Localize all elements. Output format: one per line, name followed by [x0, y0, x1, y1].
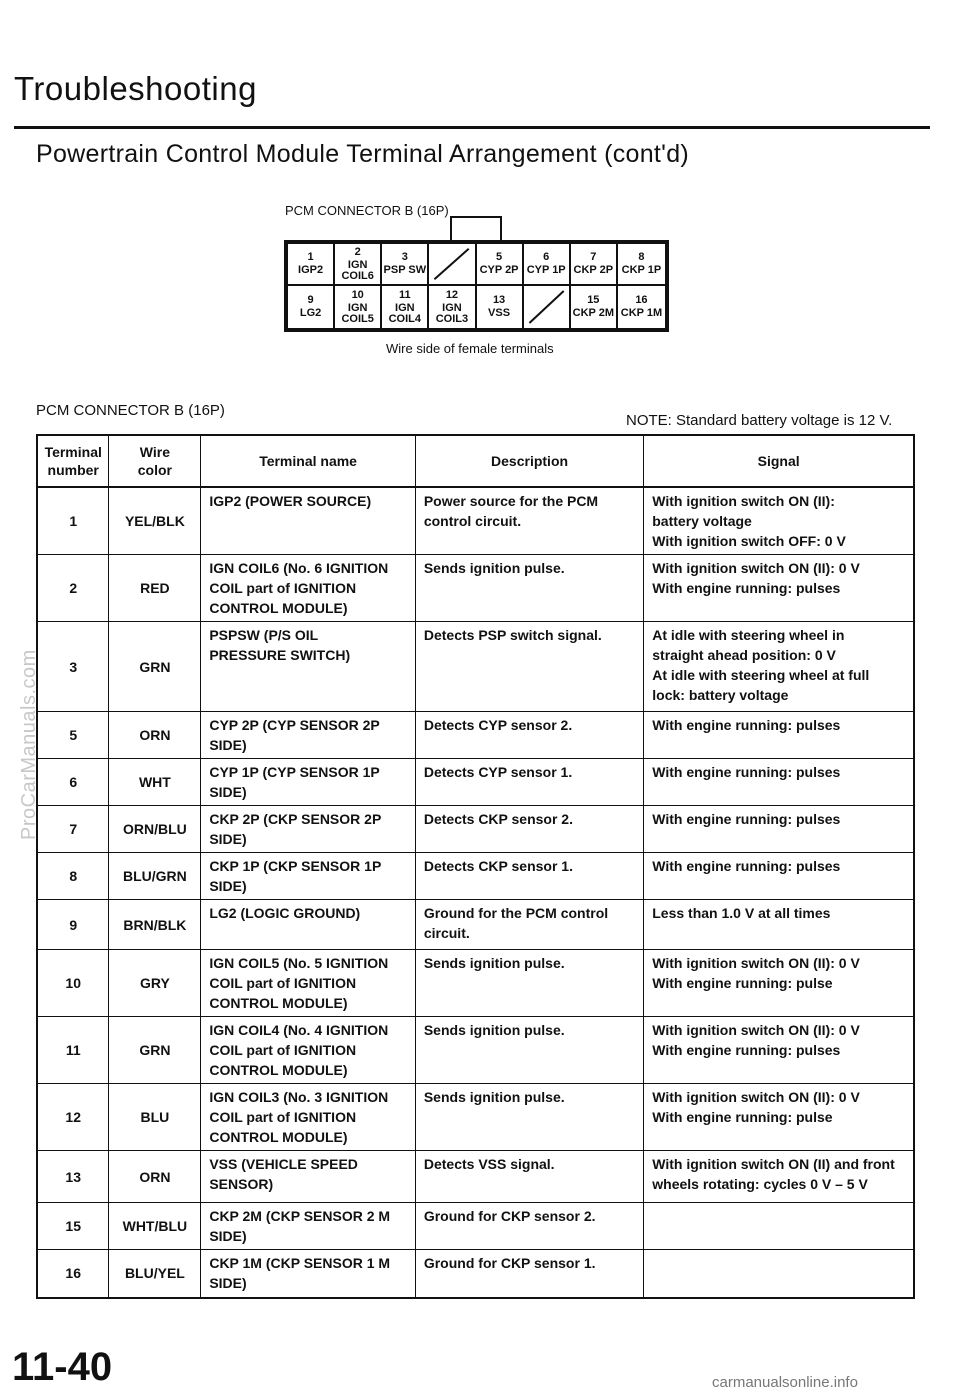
- wire-color: BLU/YEL: [124, 1265, 185, 1282]
- signal-cell: [644, 1203, 914, 1250]
- table-row: [37, 1017, 914, 1084]
- description-cell: [415, 622, 643, 712]
- wire-color-cell: [109, 1084, 201, 1151]
- signal-cell: [644, 712, 914, 759]
- pin-name: CKP 1M: [620, 307, 663, 319]
- description: Detects CKP sensor 1.: [423, 858, 573, 874]
- terminal-name-cell: [201, 712, 416, 759]
- pin-number: 11: [398, 288, 411, 301]
- description-cell: [415, 1017, 643, 1084]
- signal: With engine running: pulses: [652, 811, 841, 827]
- pin-name: CYP 1P: [526, 264, 566, 276]
- table-row: [37, 759, 914, 806]
- signal-cell: [644, 900, 914, 950]
- signal-cell: [644, 1084, 914, 1151]
- pin-name: IGN COIL6: [341, 258, 374, 282]
- terminal-number: 6: [69, 774, 78, 790]
- terminal-number-cell: [37, 900, 109, 950]
- pin-name: IGP2: [298, 264, 324, 276]
- table-row: [37, 806, 914, 853]
- connector-pin: [571, 286, 618, 328]
- terminal-name-cell: [201, 1084, 416, 1151]
- description: Sends ignition pulse.: [423, 1022, 565, 1038]
- page-number: 11-40: [12, 1345, 113, 1389]
- page-title: Troubleshooting: [14, 70, 257, 107]
- terminal-number-cell: [37, 853, 109, 900]
- description: Detects VSS signal.: [423, 1156, 555, 1172]
- connector-pin: [477, 286, 524, 328]
- wire-color: GRN: [139, 1042, 171, 1058]
- pin-name: IGN COIL5: [341, 301, 374, 325]
- description: Sends ignition pulse.: [423, 1089, 565, 1105]
- table-row: [37, 487, 914, 555]
- terminal-name-cell: [201, 950, 416, 1017]
- terminal-name-cell: [201, 622, 416, 712]
- connector-caption: Wire side of female terminals: [386, 341, 554, 356]
- signal: At idle with steering wheel in straight ahead position: 0 V At idle with steering wheel at full lock: battery voltage: [652, 627, 870, 703]
- pin-name: IGN COIL4: [388, 301, 422, 325]
- signal-cell: [644, 622, 914, 712]
- terminal-name-cell: [201, 900, 416, 950]
- description: Detects CYP sensor 1.: [423, 764, 573, 780]
- wire-color-cell: [109, 950, 201, 1017]
- signal-cell: [644, 853, 914, 900]
- connector-pin: [288, 286, 335, 328]
- description: Ground for CKP sensor 1.: [423, 1255, 596, 1271]
- terminal-number-cell: [37, 1203, 109, 1250]
- signal-cell: [644, 555, 914, 622]
- wire-color-cell: [109, 1203, 201, 1250]
- section-title: Powertrain Control Module Terminal Arrangement (cont'd): [36, 140, 690, 168]
- table-row: [37, 1084, 914, 1151]
- table-header-row: [37, 435, 914, 487]
- table-label: PCM CONNECTOR B (16P): [36, 402, 225, 419]
- description: Detects CKP sensor 2.: [423, 811, 573, 827]
- wire-color-cell: [109, 759, 201, 806]
- signal-cell: [644, 1151, 914, 1203]
- signal-cell: [644, 950, 914, 1017]
- table-row: [37, 622, 914, 712]
- pin-name: CYP 2P: [479, 264, 519, 276]
- signal-cell: [644, 1017, 914, 1084]
- terminal-name: IGN COIL3 (No. 3 IGNITION COIL part of IGNITION CONTROL MODULE): [209, 1089, 389, 1145]
- wire-color: GRN: [139, 658, 171, 675]
- description: Sends ignition pulse.: [423, 955, 565, 971]
- signal-cell: [644, 487, 914, 555]
- connector-pin: [382, 244, 429, 286]
- terminal-number-cell: [37, 1250, 109, 1298]
- wire-color: ORN: [139, 1168, 171, 1185]
- wire-color-cell: [109, 853, 201, 900]
- pin-number: 9: [307, 294, 314, 306]
- unused-pin-slash: [524, 286, 569, 328]
- connector-diagram: [284, 240, 669, 332]
- header-wire-color: Wire color: [109, 435, 201, 487]
- connector-pin: [288, 244, 335, 286]
- terminal-number-cell: [37, 1151, 109, 1203]
- description: Power source for the PCM control circuit.: [423, 493, 599, 529]
- terminal-name: CYP 1P (CYP SENSOR 1P SIDE): [209, 764, 380, 800]
- signal: With ignition switch ON (II): battery voltage With ignition switch OFF: 0 V: [652, 493, 846, 549]
- wire-color-cell: [109, 900, 201, 950]
- wire-color-cell: [109, 1250, 201, 1298]
- signal: With engine running: pulses: [652, 764, 841, 780]
- signal-cell: [644, 759, 914, 806]
- table-row: [37, 900, 914, 950]
- terminal-name: IGN COIL5 (No. 5 IGNITION COIL part of IGNITION CONTROL MODULE): [209, 955, 389, 1011]
- terminal-number-cell: [37, 1084, 109, 1151]
- connector-pin: [618, 244, 665, 286]
- description-cell: [415, 806, 643, 853]
- description-cell: [415, 1084, 643, 1151]
- footer-url: carmanualsonline.info: [712, 1374, 858, 1391]
- wire-color: WHT/BLU: [122, 1218, 188, 1234]
- wire-color: BLU/GRN: [122, 868, 187, 884]
- wire-color: WHT: [138, 774, 171, 790]
- pin-name: IGN COIL3: [435, 301, 469, 325]
- pin-number: 1: [307, 251, 314, 263]
- terminal-name-cell: [201, 1017, 416, 1084]
- table-row: [37, 853, 914, 900]
- description-cell: [415, 555, 643, 622]
- description: Ground for CKP sensor 2.: [423, 1208, 596, 1224]
- terminal-number: 7: [69, 821, 78, 837]
- terminal-name-cell: [201, 853, 416, 900]
- wire-color: ORN: [139, 727, 171, 743]
- signal: With ignition switch ON (II): 0 V With engine running: pulse: [652, 1089, 860, 1125]
- pin-number: 6: [543, 251, 550, 263]
- terminal-table: [36, 434, 915, 1299]
- description-cell: [415, 900, 643, 950]
- terminal-name-cell: [201, 1203, 416, 1250]
- terminal-number: 13: [65, 1168, 81, 1185]
- wire-color-cell: [109, 806, 201, 853]
- signal-cell: [644, 1250, 914, 1298]
- pin-number: 15: [587, 294, 600, 306]
- terminal-number: 8: [69, 868, 78, 884]
- watermark: ProCarManuals.com: [18, 649, 40, 840]
- signal: With engine running: pulses: [652, 858, 841, 874]
- pin-number: 7: [590, 251, 597, 263]
- signal: With ignition switch ON (II): 0 V With engine running: pulse: [652, 955, 860, 991]
- voltage-note: NOTE: Standard battery voltage is 12 V.: [626, 412, 893, 429]
- table-row: [37, 712, 914, 759]
- pin-name: CKP 2M: [572, 307, 614, 319]
- terminal-name: CKP 1M (CKP SENSOR 1 M SIDE): [209, 1255, 391, 1291]
- pin-number: 13: [492, 294, 506, 306]
- table-row: [37, 1203, 914, 1250]
- signal-cell: [644, 806, 914, 853]
- pin-name: CKP 1P: [621, 264, 662, 276]
- unused-pin-slash: [429, 244, 474, 284]
- description-cell: [415, 853, 643, 900]
- terminal-name: PSPSW (P/S OIL PRESSURE SWITCH): [209, 627, 351, 663]
- pin-name: LG2: [299, 307, 322, 319]
- pin-number: 16: [635, 294, 648, 306]
- terminal-number-cell: [37, 1017, 109, 1084]
- description: Detects PSP switch signal.: [423, 627, 602, 643]
- pin-number: 8: [638, 251, 645, 263]
- table-row: [37, 1151, 914, 1203]
- header-terminal-name: Terminal name: [201, 435, 416, 487]
- signal: With ignition switch ON (II) and front wheels rotating: cycles 0 V – 5 V: [652, 1156, 895, 1192]
- table-row: [37, 555, 914, 622]
- pin-name: PSP SW: [383, 264, 427, 276]
- description: Ground for the PCM control circuit.: [423, 905, 609, 941]
- terminal-number-cell: [37, 950, 109, 1017]
- connector-pin: [335, 244, 382, 286]
- terminal-name: VSS (VEHICLE SPEED SENSOR): [209, 1156, 358, 1192]
- terminal-number: 2: [69, 580, 78, 596]
- terminal-number: 11: [65, 1042, 81, 1058]
- connector-pin-unused: [429, 244, 476, 286]
- connector-pin: [524, 244, 571, 286]
- wire-color-cell: [109, 555, 201, 622]
- header-divider: [14, 126, 930, 129]
- description-cell: [415, 712, 643, 759]
- description-cell: [415, 759, 643, 806]
- header-terminal-number: Terminal number: [37, 435, 109, 487]
- signal: Less than 1.0 V at all times: [652, 905, 831, 921]
- terminal-name: CKP 2P (CKP SENSOR 2P SIDE): [209, 811, 382, 847]
- pin-number: 12: [445, 288, 459, 301]
- terminal-name-cell: [201, 1151, 416, 1203]
- terminal-name: IGP2 (POWER SOURCE): [209, 493, 372, 509]
- terminal-name: LG2 (LOGIC GROUND): [209, 905, 361, 921]
- header-description: Description: [415, 435, 643, 487]
- connector-pin: [335, 286, 382, 328]
- pin-name: VSS: [488, 307, 511, 319]
- terminal-name-cell: [201, 759, 416, 806]
- table-row: [37, 950, 914, 1017]
- wire-color-cell: [109, 712, 201, 759]
- description: Sends ignition pulse.: [423, 560, 565, 576]
- pin-name: CKP 2P: [573, 264, 614, 276]
- description-cell: [415, 950, 643, 1017]
- terminal-name-cell: [201, 487, 416, 555]
- wire-color-cell: [109, 622, 201, 712]
- terminal-number: 5: [69, 727, 78, 743]
- wire-color: BLU: [140, 1109, 170, 1125]
- pin-number: 10: [351, 288, 364, 301]
- terminal-name-cell: [201, 806, 416, 853]
- wire-color: GRY: [139, 975, 170, 991]
- terminal-number: 1: [69, 513, 78, 529]
- wire-color-cell: [109, 487, 201, 555]
- signal: With ignition switch ON (II): 0 V With engine running: pulses: [652, 1022, 860, 1058]
- terminal-number: 9: [69, 916, 78, 933]
- connector-pin: [571, 244, 618, 286]
- description-cell: [415, 1151, 643, 1203]
- pin-number: 2: [354, 245, 361, 258]
- terminal-number: 15: [65, 1218, 81, 1234]
- terminal-name: CYP 2P (CYP SENSOR 2P SIDE): [209, 717, 380, 753]
- wire-color: YEL/BLK: [124, 513, 185, 529]
- terminal-name: CKP 2M (CKP SENSOR 2 M SIDE): [209, 1208, 391, 1244]
- wire-color-cell: [109, 1017, 201, 1084]
- header-signal: Signal: [644, 435, 914, 487]
- connector-pin: [618, 286, 665, 328]
- terminal-name-cell: [201, 555, 416, 622]
- wire-color: ORN/BLU: [122, 821, 187, 837]
- signal: With ignition switch ON (II): 0 V With engine running: pulses: [652, 560, 860, 596]
- pin-number: 5: [496, 251, 503, 263]
- table-row: [37, 1250, 914, 1298]
- connector-pin: [429, 286, 476, 328]
- terminal-name: IGN COIL4 (No. 4 IGNITION COIL part of IGNITION CONTROL MODULE): [209, 1022, 389, 1078]
- terminal-number: 12: [65, 1109, 81, 1125]
- terminal-name: IGN COIL6 (No. 6 IGNITION COIL part of IGNITION CONTROL MODULE): [209, 560, 389, 616]
- description: Detects CYP sensor 2.: [423, 717, 573, 733]
- terminal-number: 3: [69, 658, 78, 675]
- wire-color-cell: [109, 1151, 201, 1203]
- wire-color: RED: [140, 580, 170, 596]
- connector-pin: [477, 244, 524, 286]
- terminal-name-cell: [201, 1250, 416, 1298]
- signal: With engine running: pulses: [652, 717, 841, 733]
- description-cell: [415, 1250, 643, 1298]
- pin-number: 3: [401, 251, 408, 263]
- description-cell: [415, 1203, 643, 1250]
- connector-pin-unused: [524, 286, 571, 328]
- terminal-number: 10: [65, 975, 81, 991]
- wire-color: BRN/BLK: [123, 916, 187, 933]
- connector-pin: [382, 286, 429, 328]
- connector-diagram-label: PCM CONNECTOR B (16P): [285, 203, 449, 218]
- terminal-name: CKP 1P (CKP SENSOR 1P SIDE): [209, 858, 382, 894]
- description-cell: [415, 487, 643, 555]
- terminal-number: 16: [65, 1265, 81, 1282]
